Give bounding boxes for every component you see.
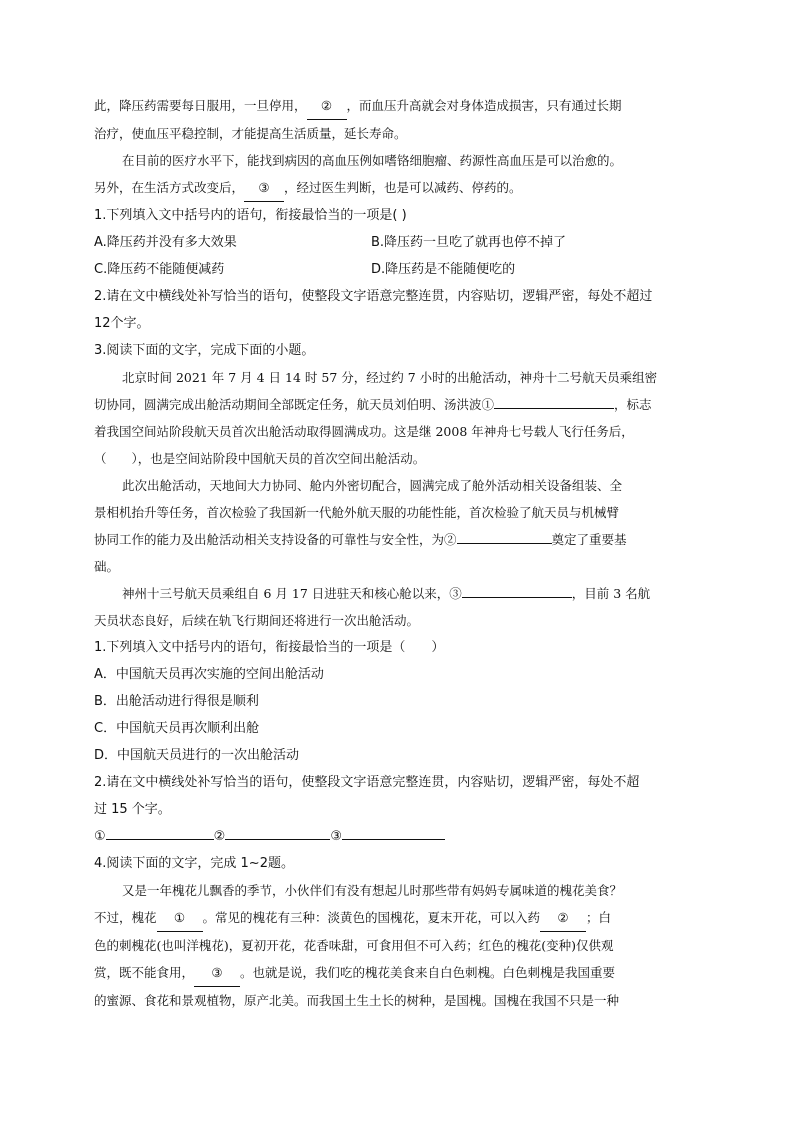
q3-sub2-line1: 2.请在文中横线处补写恰当的语句，使整段文字语意完整连贯，内容贴切，逻辑严密，每处不超 [94,775,640,790]
q4-line1: 又是一年槐花儿飘香的季节，小伙伴们有没有想起儿时那些带有妈妈专属味道的槐花美食？ [122,883,623,898]
q4-blank-1: ① [157,904,203,932]
q3-para2-line2: 景相机抬升等任务，首次检验了我国新一代舱外航天服的功能性能，首次检验了航天员与机械臂 [94,505,620,520]
question-1-stem: 1.下列填入文中括号内的语句，衔接最恰当的一项是( ) [94,208,407,223]
q3-answer-lines [94,823,694,850]
q3-para1-line1: 北京时间 2021 年 7 月 4 日 14 时 57 分，经过约 7 小时的出舱活动，神舟十二号航天员乘组密 [122,370,658,385]
q3-option-b: B．出舱活动进行得很是顺利 [94,694,259,709]
text: ① [94,829,106,844]
passage1-line2: 治疗，使血压平稳控制，才能提高生活质量，延长寿命。 [94,126,407,141]
question-3-title: 3.阅读下面的文字，完成下面的小题。 [94,343,315,358]
passage1-line3: 在目前的医疗水平下，能找到病因的高血压例如嗜铬细胞瘤、药源性高血压是可以治愈的。 [122,153,623,168]
text: 奠定了重要基 [551,532,627,547]
text: ，经过医生判断，也是可以减药、停药的。 [284,180,522,195]
text: ② [213,829,226,844]
q3-para2-line1: 此次出舱活动，天地间大力协同、舱内外密切配合，圆满完成了舱外活动相关设备组装、全 [122,478,623,493]
q4-line4 [94,959,694,987]
question-4-title: 4.阅读下面的文字，完成 1~2题。 [94,856,294,871]
q3-option-d: D．中国航天员进行的一次出舱活动 [94,748,300,763]
text: 协同工作的能力及出舱活动相关支持设备的可靠性与安全性，为② [94,532,457,547]
q3-option-c: C．中国航天员再次顺利出舱 [94,721,260,736]
question-2-line2: 12个字。 [94,316,150,331]
option-d: D.降压药是不能随便吃的 [371,262,516,277]
text: 。也就是说，我们吃的槐花美食来自白色刺槐。白色刺槐是我国重要 [240,965,616,980]
q3-option-a: A．中国航天员再次实施的空间出舱活动 [94,667,324,682]
q4-line3: 色的刺槐花(也叫洋槐花)，夏初开花，花香味甜，可食用但不可入药；红色的槐花(变种)仅供观 [94,938,614,953]
text: 不过，槐花 [94,910,157,925]
answer-line-3[interactable] [342,839,445,840]
text: ，目前 3 名航 [571,586,651,601]
question-1-options-row1 [94,229,694,256]
q3-para3-line2: 天员状态良好，后续在轨飞行期间还将进行一次出舱活动。 [94,613,420,628]
option-b: B.降压药一旦吃了就再也停不掉了 [371,235,567,250]
text: ③ [330,829,342,844]
q3-para3-line1 [94,580,694,607]
q3-sub1-stem: 1.下列填入文中括号内的语句，衔接最恰当的一项是（ ） [94,640,445,655]
text: 赏，既不能食用， [94,965,195,980]
text: 另外，在生活方式改变后， [94,180,245,195]
q3-para1-line3: 着我国空间站阶段航天员首次出舱活动取得圆满成功。这是继 2008 年神舟七号载人飞行任务后， [94,424,634,439]
blank-line-2 [457,543,552,544]
q4-blank-3: ③ [194,959,240,987]
q3-para1-line2 [94,391,694,418]
question-1-options-row2 [94,256,694,283]
text: ，标志 [614,397,652,412]
answer-line-1[interactable] [106,839,214,840]
blank-3: ③ [244,174,284,202]
text: ；白 [586,910,612,925]
q4-line2 [94,904,694,932]
question-2-line1: 2.请在文中横线处补写恰当的语句，使整段文字语意完整连贯，内容贴切，逻辑严密，每处不超过 [94,289,653,304]
passage1-line1 [94,92,694,120]
q4-line5: 的蜜源、食花和景观植物，原产北美。而我国土生土长的树种，是国槐。国槐在我国不只是一种 [94,993,620,1008]
text: 切协同，圆满完成出舱活动期间全部既定任务，航天员刘伯明、汤洪波① [94,397,495,412]
text: 此，降压药需要每日服用，一旦停用， [94,98,307,113]
q3-para2-line4: 础。 [94,559,120,574]
q3-para1-line4: （ ），也是空间站阶段中国航天员的首次空间出舱活动。 [94,451,426,466]
passage1-line4 [94,174,694,202]
option-c: C.降压药不能随便减药 [94,262,225,277]
text: 神州十三号航天员乘组自 6 月 17 日进驻天和核心舱以来，③ [122,586,462,601]
blank-2: ② [307,92,347,120]
q4-blank-2: ② [540,904,586,932]
q3-sub2-line2: 过 15 个字。 [94,802,171,817]
option-a: A.降压药并没有多大效果 [94,235,237,250]
answer-line-2[interactable] [225,839,330,840]
text: 。常见的槐花有三种：淡黄色的国槐花，夏末开花，可以入药 [202,910,541,925]
text: ，而血压升高就会对身体造成损害，只有通过长期 [346,98,622,113]
blank-line-1 [494,408,614,409]
blank-line-3 [462,597,572,598]
document-content [94,92,694,1014]
q3-para2-line3 [94,526,694,553]
